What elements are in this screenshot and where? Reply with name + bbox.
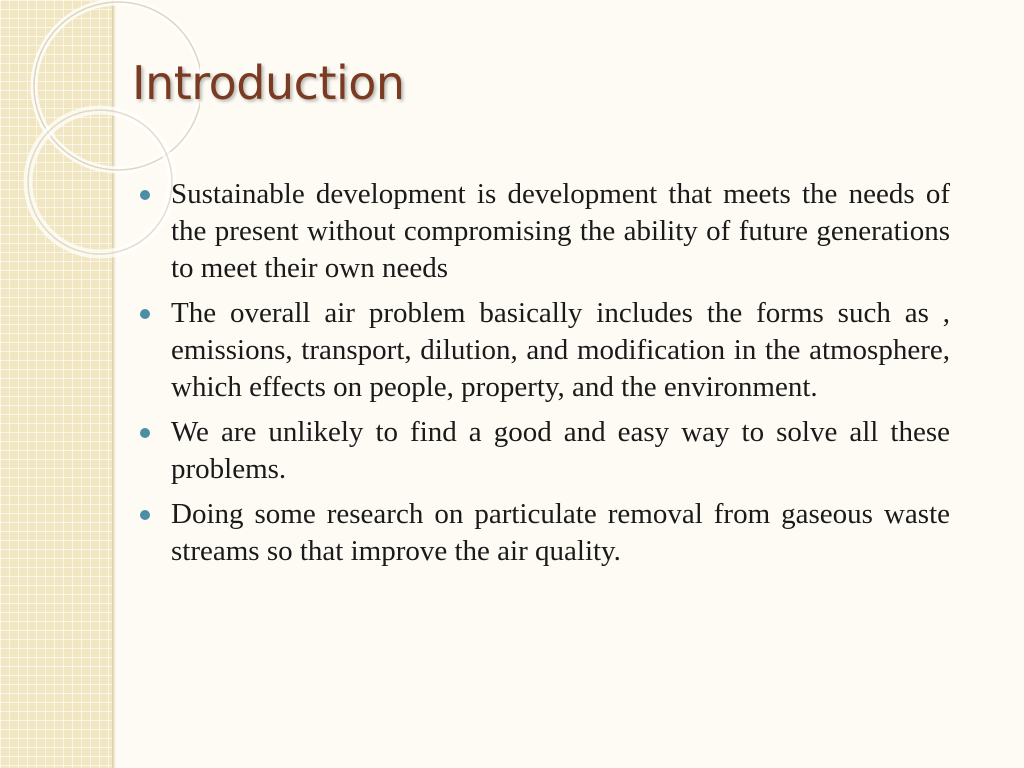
bullet-item <box>140 295 950 406</box>
circle-bullet-icon <box>140 309 150 319</box>
circle-bullet-icon <box>140 190 150 200</box>
bullet-item <box>140 414 950 488</box>
circle-bullet-icon <box>140 428 150 438</box>
bullet-item <box>140 496 950 570</box>
circle-bullet-icon <box>140 510 150 520</box>
bullet-list <box>140 176 950 570</box>
bullet-text: Sustainable development is development that meets the needs of the present without compromising the ability of future generations to meet their own needs <box>171 178 950 284</box>
side-panel-pattern <box>0 0 112 768</box>
bullet-text: The overall air problem basically includes the forms such as , emissions, transport, dilution, and modification in the atmosphere, which effects on people, property, and the environment. <box>171 297 950 403</box>
slide-title: Introduction <box>132 56 405 110</box>
bullet-item <box>140 176 950 287</box>
bullet-text: We are unlikely to find a good and easy way to solve all these problems. <box>171 416 950 485</box>
slide-content <box>140 176 950 578</box>
bullet-text: Doing some research on particulate removal from gaseous waste streams so that improve the air quality. <box>171 498 950 567</box>
side-panel-edge <box>112 0 116 768</box>
